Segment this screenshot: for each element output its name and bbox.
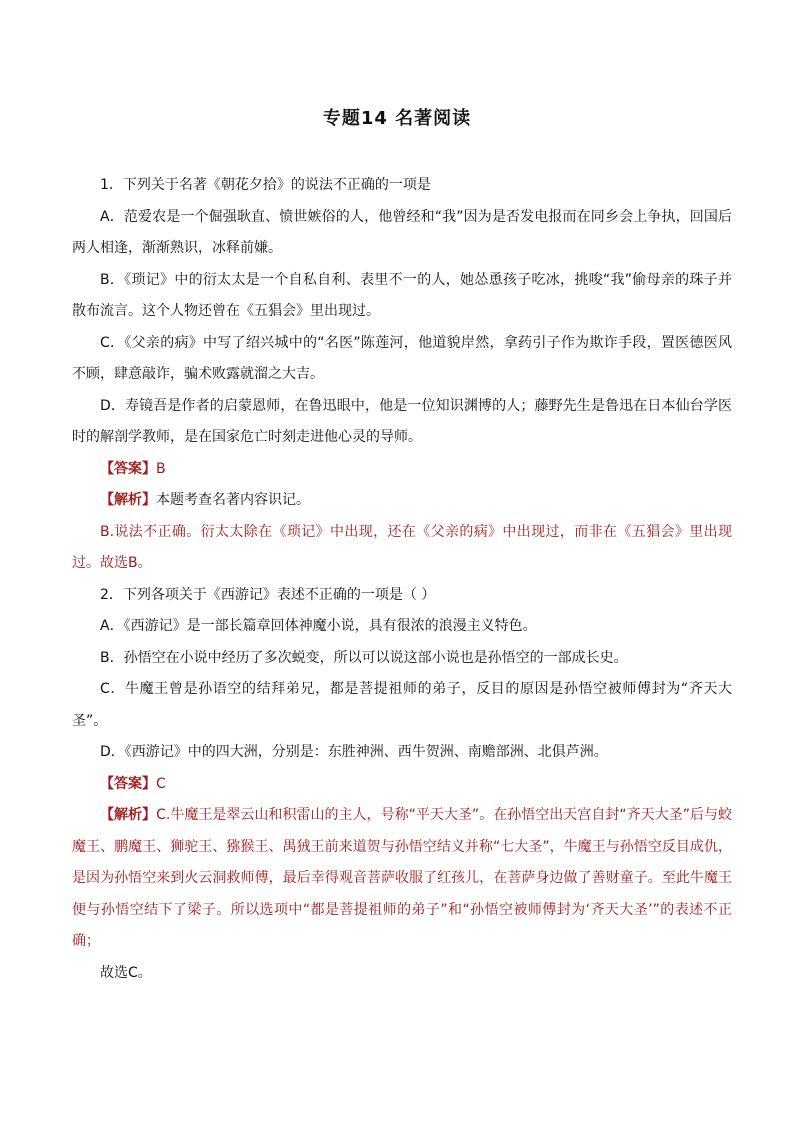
analysis-text: 本题考查名著内容识记。 [156,492,310,508]
document-body [72,170,732,989]
answer-tag: 【答案】 [100,460,156,477]
analysis-tag: 【解析】 [100,492,156,508]
question-2-answer [72,769,732,801]
answer-value: C [156,775,166,792]
question-2-option-c: C．牛魔王曾是孙语空的结拜弟兄，都是菩提祖师的弟子，反目的原因是孙悟空被师傅封为“齐天大圣”。 [72,681,732,729]
analysis-tag: 【解析】 [100,807,157,823]
question-1-option-b: B．《琐记》中的衍太太是一个自私自利、表里不一的人，她怂恿孩子吃冰，挑唆“我”偷母亲的珠子并散布流言。这个人物还曾在《五猖会》里出现过。 [72,271,732,319]
answer-tag: 【答案】 [100,775,156,792]
question-1-option-c: C．《父亲的病》中写了绍兴城中的“名医”陈莲河，他道貌岸然，拿药引子作为欺诈手段，置医德医风不顾，肆意敲诈，骗术败露就溜之大吉。 [72,334,732,382]
question-1-explanation: B.说法不正确。衍太太除在《琐记》中出现，还在《父亲的病》中出现过，而非在《五猖会》里出现过。故选B。 [72,523,732,571]
question-2-conclusion: 故选C。 [100,964,152,981]
question-1-option-a: A．范爱农是一个倔强耿直、愤世嫉俗的人，他曾经和“我”因为是否发电报而在同乡会上争执，回国后两人相逢，渐渐熟识，冰释前嫌。 [72,208,732,256]
question-1-option-d: D．寿镜吾是作者的启蒙恩师，在鲁迅眼中，他是一位知识渊博的人；藤野先生是鲁迅在日本仙台学医时的解剖学教师，是在国家危亡时刻走进他心灵的导师。 [72,397,732,445]
analysis-text: C.牛魔王是翠云山和积雷山的主人，号称“平天大圣”。在孙悟空出天宫自封“齐天大圣”后与蛟魔王、鹏魔王、狮驼王、猕猴王、禺狨王前来道贺与孙悟空结义并称“七大圣”，牛魔王与孙悟空反目成仇，是因为孙悟空来到火云洞救师傅，最后幸得观音菩萨收服了红孩儿，在菩萨身边做了善财童子。至此牛魔王便与孙悟空结下了梁子。所以选项中“都是菩提祖师的弟子”和“孙悟空被师傅封为‘齐天大圣’”的表述不正确； [72,807,732,949]
answer-value: B [156,460,166,477]
question-2-option-a: A．《西游记》是一部长篇章回体神魔小说，具有很浓的浪漫主义特色。 [100,618,537,634]
question-2-analysis [72,800,732,958]
question-2-option-d: D．《西游记》中的四大洲，分别是：东胜神洲、西牛贺洲、南赡部洲、北俱芦洲。 [100,744,608,760]
question-1-analysis [72,485,732,517]
question-1-answer [72,454,732,486]
question-2-stem: 2．下列各项关于《西游记》表述不正确的一项是（ ） [100,586,436,603]
page-title: 专题14 名著阅读 [322,108,472,129]
question-1-stem: 1．下列关于名著《朝花夕拾》的说法不正确的一项是 [100,177,431,193]
question-2-option-b: B．孙悟空在小说中经历了多次蜕变，所以可以说这部小说也是孙悟空的一部成长史。 [100,649,628,666]
